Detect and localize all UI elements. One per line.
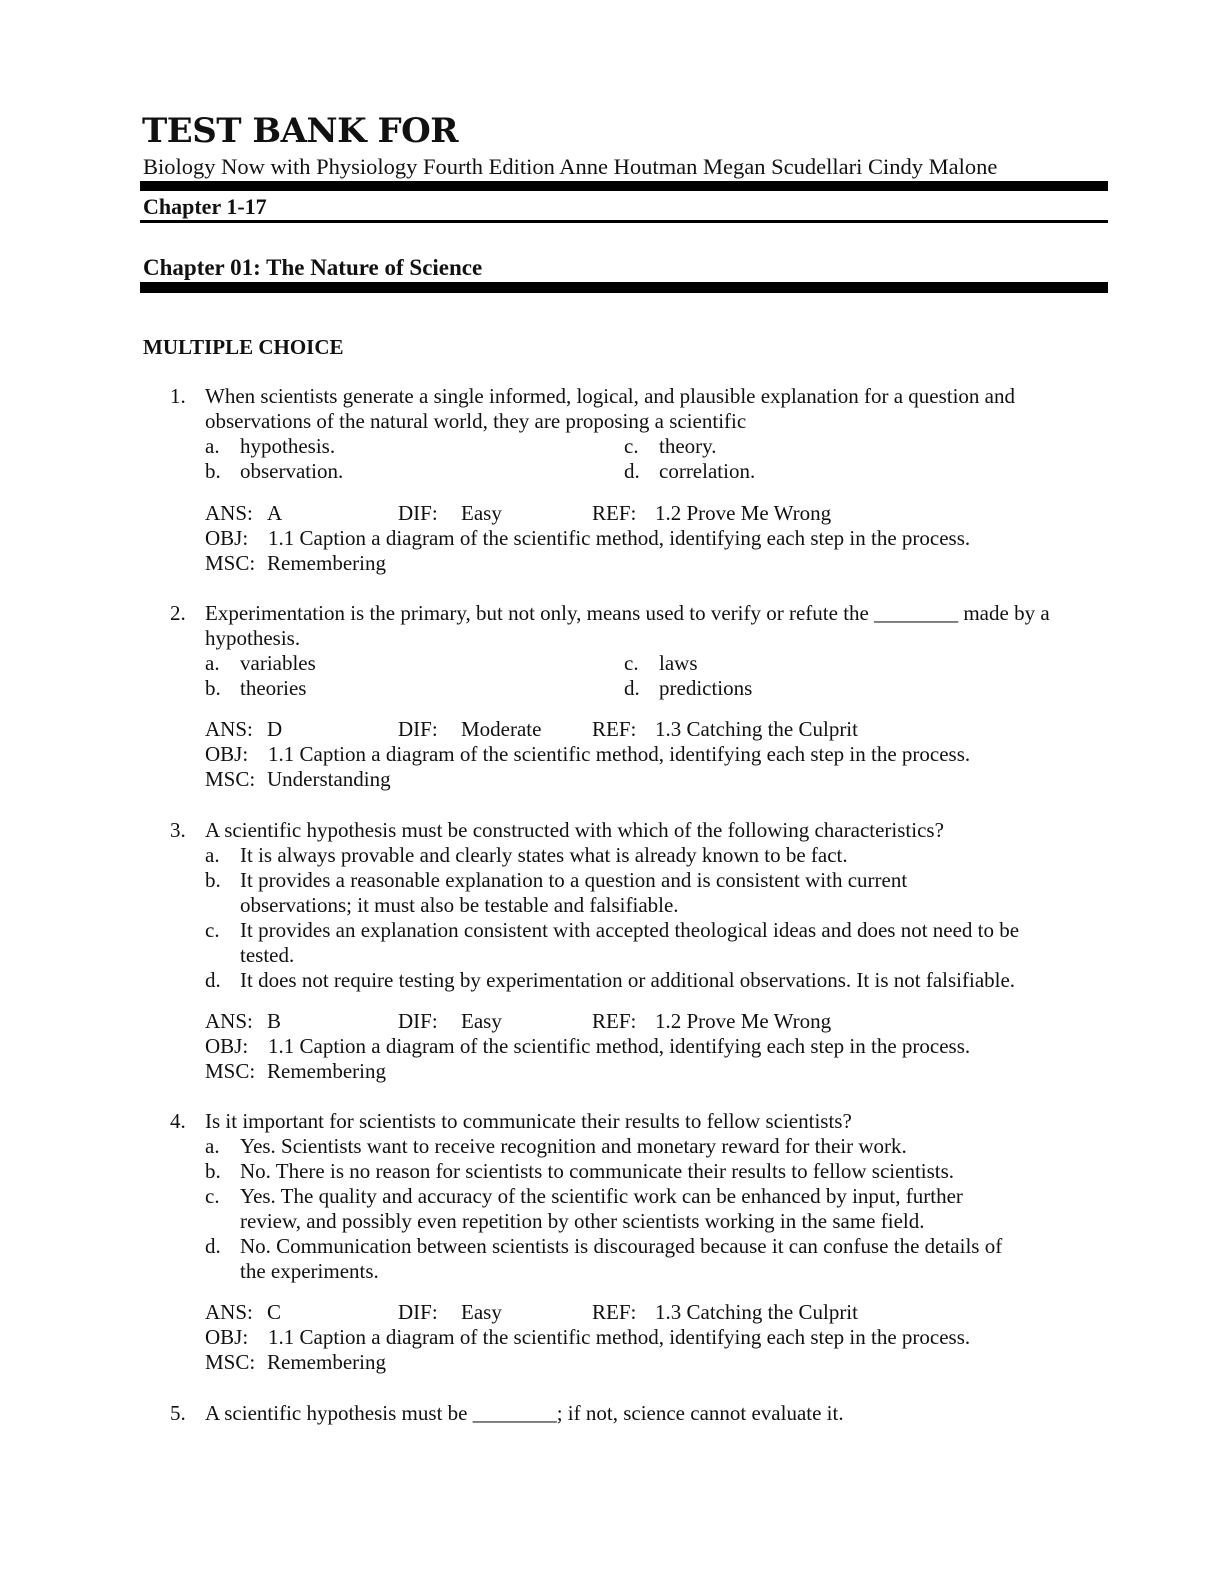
msc-label: MSC: xyxy=(205,551,256,575)
ans-value: D xyxy=(267,717,283,741)
ref-value: 1.2 Prove Me Wrong xyxy=(655,1009,832,1033)
question-stem-line: A scientific hypothesis must be constructed with which of the following characteristics? xyxy=(205,818,944,842)
obj-value: 1.1 Caption a diagram of the scientific method, identifying each step in the process. xyxy=(268,1034,971,1058)
option-text-line: No. Communication between scientists is discouraged because it can confuse the details of xyxy=(240,1234,1003,1258)
question-number: 3. xyxy=(170,818,186,842)
option-letter: a. xyxy=(205,843,220,867)
document-title: TEST BANK FOR xyxy=(142,111,459,151)
option-letter: a. xyxy=(205,1134,220,1158)
option-letter: b. xyxy=(205,459,221,483)
option-letter: c. xyxy=(205,1184,220,1208)
option-text-line: Yes. The quality and accuracy of the scientific work can be enhanced by input, further xyxy=(240,1184,963,1208)
option-text: hypothesis. xyxy=(240,434,336,458)
msc-value: Remembering xyxy=(267,1059,386,1083)
dif-label: DIF: xyxy=(398,501,438,525)
option-text xyxy=(240,868,907,918)
question-stem-line: observations of the natural world, they are proposing a scientific xyxy=(205,409,747,433)
ans-value: B xyxy=(267,1009,282,1033)
option-text xyxy=(240,1184,963,1234)
obj-label: OBJ: xyxy=(205,1034,249,1058)
option-letter: c. xyxy=(205,918,220,942)
msc-label: MSC: xyxy=(205,1059,256,1083)
ans-label: ANS: xyxy=(205,501,253,525)
option-text-line: observations; it must also be testable and falsifiable. xyxy=(240,893,679,917)
msc-value: Remembering xyxy=(267,1350,386,1374)
question-stem-line: Is it important for scientists to communicate their results to fellow scientists? xyxy=(205,1109,852,1133)
option-text: laws xyxy=(659,651,698,675)
dif-value: Easy xyxy=(461,1009,502,1033)
obj-label: OBJ: xyxy=(205,1325,249,1349)
obj-value: 1.1 Caption a diagram of the scientific method, identifying each step in the process. xyxy=(268,1325,971,1349)
section-heading: MULTIPLE CHOICE xyxy=(143,335,344,359)
dif-label: DIF: xyxy=(398,717,438,741)
question-number: 4. xyxy=(170,1109,186,1133)
question-stem xyxy=(205,384,1095,434)
option-text-line: review, and possibly even repetition by other scientists working in the same field. xyxy=(240,1209,925,1233)
obj-label: OBJ: xyxy=(205,742,249,766)
chapter-divider xyxy=(140,282,1108,293)
ans-value: A xyxy=(267,501,283,525)
option-text xyxy=(240,918,1019,968)
option-letter: d. xyxy=(624,676,640,700)
question-stem-line: A scientific hypothesis must be ________; if not, science cannot evaluate it. xyxy=(205,1401,844,1425)
question-stem-line: Experimentation is the primary, but not only, means used to verify or refute the ________ made by a xyxy=(205,601,1050,625)
option-text-line: It provides an explanation consistent with accepted theological ideas and does not need to be xyxy=(240,918,1020,942)
option-letter: c. xyxy=(624,434,639,458)
option-letter: b. xyxy=(205,676,221,700)
dif-value: Moderate xyxy=(461,717,542,741)
ref-value: 1.2 Prove Me Wrong xyxy=(655,501,832,525)
dif-value: Easy xyxy=(461,1300,502,1324)
option-letter: c. xyxy=(624,651,639,675)
option-letter: b. xyxy=(205,868,221,892)
option-letter: d. xyxy=(205,968,221,992)
ref-label: REF: xyxy=(592,717,637,741)
option-text: predictions xyxy=(659,676,753,700)
dif-label: DIF: xyxy=(398,1300,438,1324)
option-text xyxy=(240,843,848,868)
ref-label: REF: xyxy=(592,1300,637,1324)
chapter-range: Chapter 1-17 xyxy=(143,194,267,219)
question-stem-line: When scientists generate a single informed, logical, and plausible explanation for a question and xyxy=(205,384,1015,408)
option-text: theories xyxy=(240,676,307,700)
msc-label: MSC: xyxy=(205,1350,256,1374)
ref-value: 1.3 Catching the Culprit xyxy=(655,1300,858,1324)
option-letter: d. xyxy=(205,1234,221,1258)
option-text-line: tested. xyxy=(240,943,295,967)
option-text: observation. xyxy=(240,459,344,483)
book-subtitle: Biology Now with Physiology Fourth Edition Anne Houtman Megan Scudellari Cindy Malone xyxy=(143,154,998,179)
question-stem xyxy=(205,601,1095,651)
option-text: theory. xyxy=(659,434,717,458)
option-letter: b. xyxy=(205,1159,221,1183)
option-text-line: It is always provable and clearly states what is already known to be fact. xyxy=(240,843,848,867)
option-text-line: the experiments. xyxy=(240,1259,379,1283)
option-text-line: It does not require testing by experimentation or additional observations. It is not falsifiable. xyxy=(240,968,1016,992)
ref-label: REF: xyxy=(592,1009,637,1033)
dif-label: DIF: xyxy=(398,1009,438,1033)
question-stem xyxy=(205,1401,1095,1426)
msc-value: Understanding xyxy=(267,767,391,791)
dif-value: Easy xyxy=(461,501,502,525)
msc-label: MSC: xyxy=(205,767,256,791)
ans-label: ANS: xyxy=(205,1300,253,1324)
header-divider-thick xyxy=(140,181,1108,191)
ans-label: ANS: xyxy=(205,717,253,741)
obj-value: 1.1 Caption a diagram of the scientific method, identifying each step in the process. xyxy=(268,742,971,766)
option-letter: d. xyxy=(624,459,640,483)
header-divider-thin xyxy=(140,220,1108,223)
question-number: 1. xyxy=(170,384,186,408)
option-letter: a. xyxy=(205,651,220,675)
option-text-line: No. There is no reason for scientists to communicate their results to fellow scientists. xyxy=(240,1159,955,1183)
obj-value: 1.1 Caption a diagram of the scientific method, identifying each step in the process. xyxy=(268,526,971,550)
option-text xyxy=(240,1159,954,1184)
msc-value: Remembering xyxy=(267,551,386,575)
question-number: 2. xyxy=(170,601,186,625)
option-text-line: Yes. Scientists want to receive recognition and monetary reward for their work. xyxy=(240,1134,907,1158)
ans-value: C xyxy=(267,1300,282,1324)
option-text xyxy=(240,1234,1002,1284)
ans-label: ANS: xyxy=(205,1009,253,1033)
chapter-title: Chapter 01: The Nature of Science xyxy=(143,255,483,280)
question-number: 5. xyxy=(170,1401,186,1425)
option-text xyxy=(240,968,1015,993)
question-stem xyxy=(205,818,1095,843)
option-text: correlation. xyxy=(659,459,756,483)
option-text xyxy=(240,1134,907,1159)
option-text: variables xyxy=(240,651,316,675)
ref-value: 1.3 Catching the Culprit xyxy=(655,717,858,741)
option-text-line: It provides a reasonable explanation to a question and is consistent with current xyxy=(240,868,908,892)
option-letter: a. xyxy=(205,434,220,458)
obj-label: OBJ: xyxy=(205,526,249,550)
question-stem-line: hypothesis. xyxy=(205,626,301,650)
question-stem xyxy=(205,1109,1095,1134)
ref-label: REF: xyxy=(592,501,637,525)
